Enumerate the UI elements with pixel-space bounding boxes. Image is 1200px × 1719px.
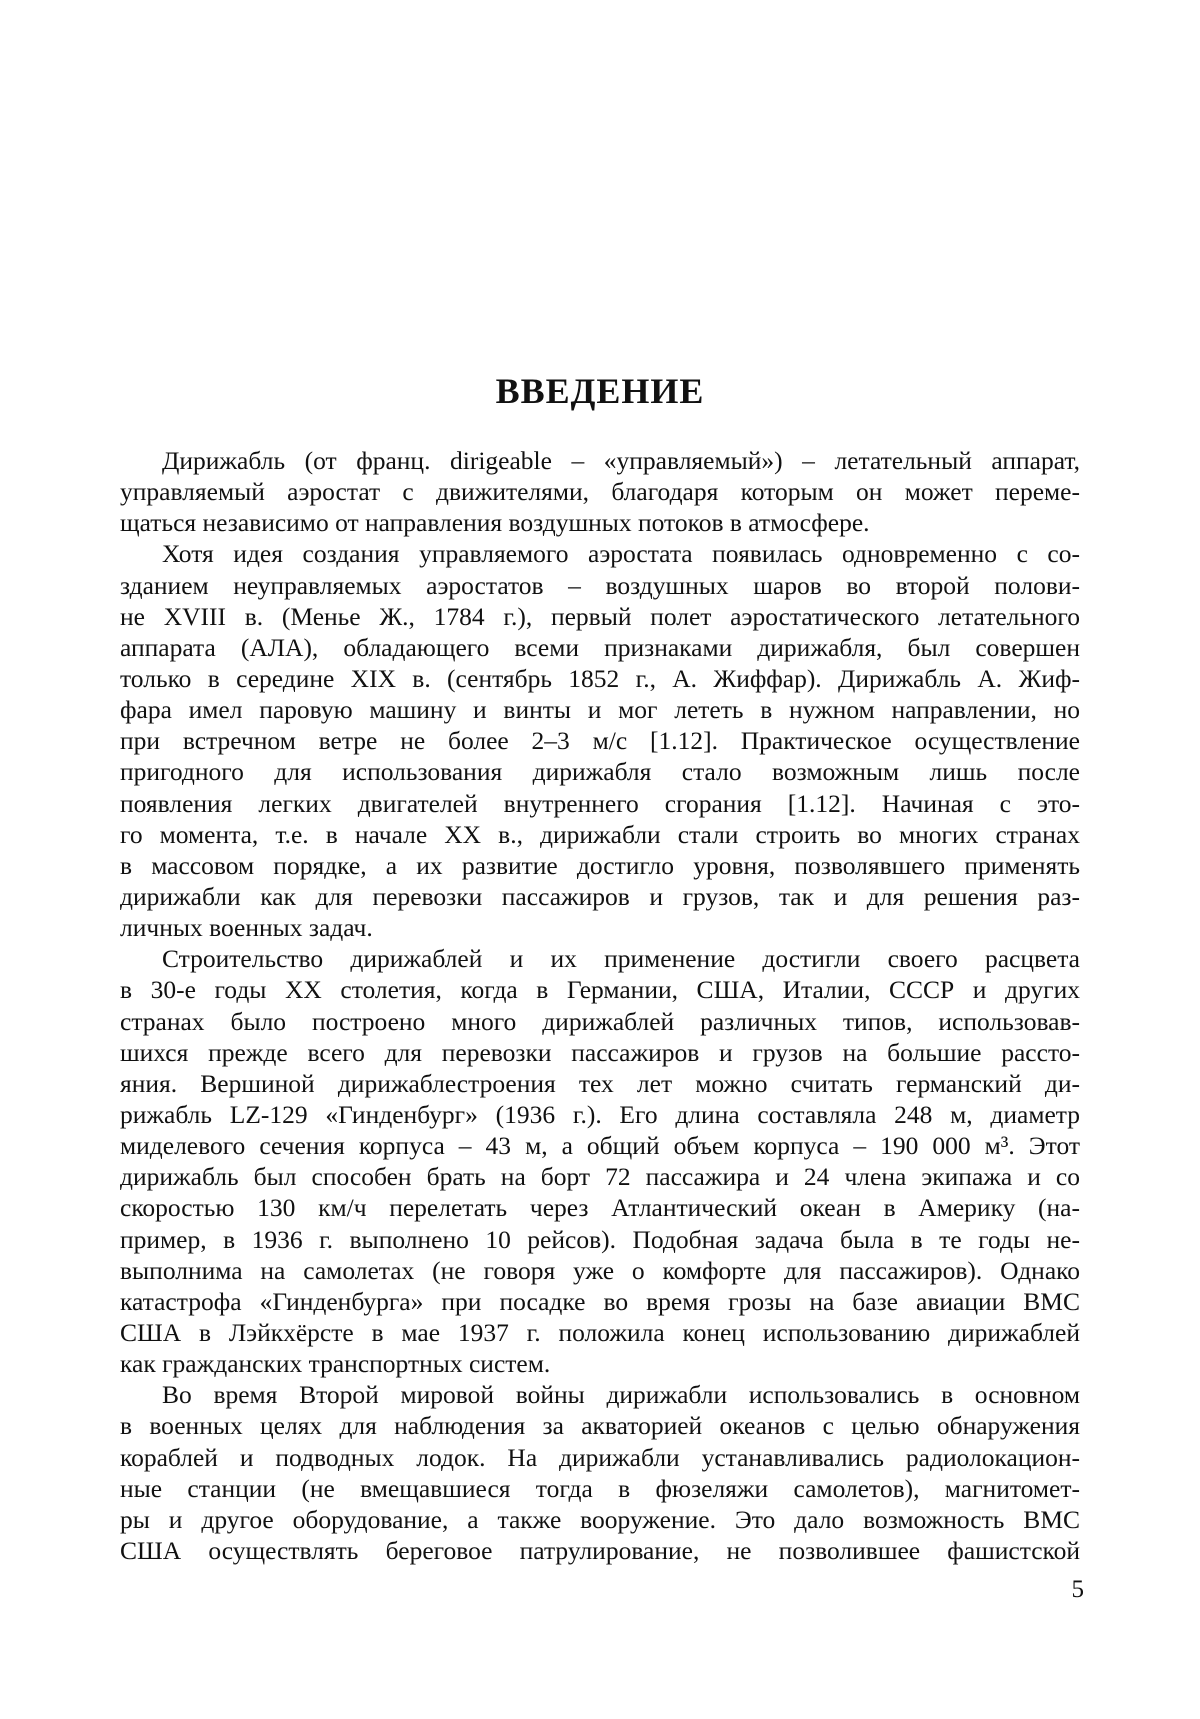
text-line: скоростью 130 км/ч перелетать через Атлантический океан в Америку (на- [120, 1193, 1080, 1223]
text-line: в 30-е годы XX столетия, когда в Германии, США, Италии, СССР и других [120, 975, 1080, 1005]
text-line: Строительство дирижаблей и их применение достигли своего расцвета [162, 944, 1080, 974]
page-number: 5 [1071, 1576, 1084, 1603]
text-line: ные станции (не вмещавшиеся тогда в фюзеляжи самолетов), магнитомет- [120, 1473, 1080, 1503]
text-line: личных военных задач. [120, 913, 373, 943]
text-line: фара имел паровую машину и винты и мог лететь в нужном направлении, но [120, 695, 1080, 725]
text-line: пример, в 1936 г. выполнено 10 рейсов). Подобная задача была в те годы не- [120, 1224, 1080, 1254]
text-line: Дирижабль (от франц. dirigeable – «управляемый») – летательный аппарат, [162, 446, 1080, 475]
text-line: зданием неуправляемых аэростатов – воздушных шаров во второй полови- [120, 570, 1080, 600]
text-line: рижабль LZ-129 «Гинденбург» (1936 г.). Его длина составляла 248 м, диаметр [120, 1099, 1080, 1129]
text-line: не XVIII в. (Менье Ж., 1784 г.), первый полет аэростатического летательного [120, 601, 1080, 631]
text-line: странах было построено много дирижаблей различных типов, использовав- [120, 1006, 1080, 1036]
text-line: миделевого сечения корпуса – 43 м, а общий объем корпуса – 190 000 м³. Этот [120, 1131, 1080, 1161]
text-line: ры и другое оборудование, а также вооружение. Это дало возможность ВМС [120, 1504, 1080, 1534]
text-line: дирижабли как для перевозки пассажиров и грузов, так и для решения раз- [120, 881, 1080, 911]
text-line: США в Лэйкхёрсте в мае 1937 г. положила конец использованию дирижаблей [120, 1317, 1080, 1347]
text-line: яния. Вершиной дирижаблестроения тех лет можно считать германский ди- [120, 1068, 1080, 1098]
text-line: при встречном ветре не более 2–3 м/с [1.12]. Практическое осуществление [120, 726, 1080, 756]
text-line: кораблей и подводных лодок. На дирижабли устанавливались радиолокацион- [120, 1442, 1080, 1472]
body-text [120, 445, 1080, 1566]
chapter-title: ВВЕДЕНИЕ [495, 371, 705, 411]
text-line: в военных целях для наблюдения за акваторией океанов с целью обнаружения [120, 1411, 1080, 1441]
text-line: го момента, т.е. в начале XX в., дирижабли стали строить во многих странах [120, 819, 1080, 849]
text-line: Во время Второй мировой войны дирижабли использовались в основном [162, 1380, 1080, 1410]
text-line: выполнима на самолетах (не говоря уже о комфорте для пассажиров). Однако [120, 1255, 1080, 1285]
text-line: пригодного для использования дирижабля стало возможным лишь после [120, 757, 1080, 787]
text-line: аппарата (АЛА), обладающего всеми признаками дирижабля, был совершен [120, 632, 1080, 662]
text-line: катастрофа «Гинденбурга» при посадке во время грозы на базе авиации ВМС [120, 1286, 1080, 1316]
text-line: дирижабль был способен брать на борт 72 пассажира и 24 члена экипажа и со [120, 1162, 1080, 1192]
text-line: управляемый аэростат с движителями, благодаря которым он может переме- [120, 477, 1080, 507]
text-line: как гражданских транспортных систем. [120, 1349, 551, 1379]
text-line: шихся прежде всего для перевозки пассажиров и грузов на большие рассто- [120, 1037, 1080, 1067]
text-line: щаться независимо от направления воздушных потоков в атмосфере. [120, 508, 870, 538]
text-line: США осуществлять береговое патрулирование, не позволившее фашистской [120, 1535, 1080, 1565]
text-line: появления легких двигателей внутреннего сгорания [1.12]. Начиная с это- [120, 788, 1080, 818]
text-line: Хотя идея создания управляемого аэростата появилась одновременно с со- [162, 539, 1080, 569]
text-line: только в середине XIX в. (сентябрь 1852 г., А. Жиффар). Дирижабль А. Жиф- [120, 663, 1080, 693]
text-line: в массовом порядке, а их развитие достигло уровня, позволявшего применять [120, 850, 1080, 880]
